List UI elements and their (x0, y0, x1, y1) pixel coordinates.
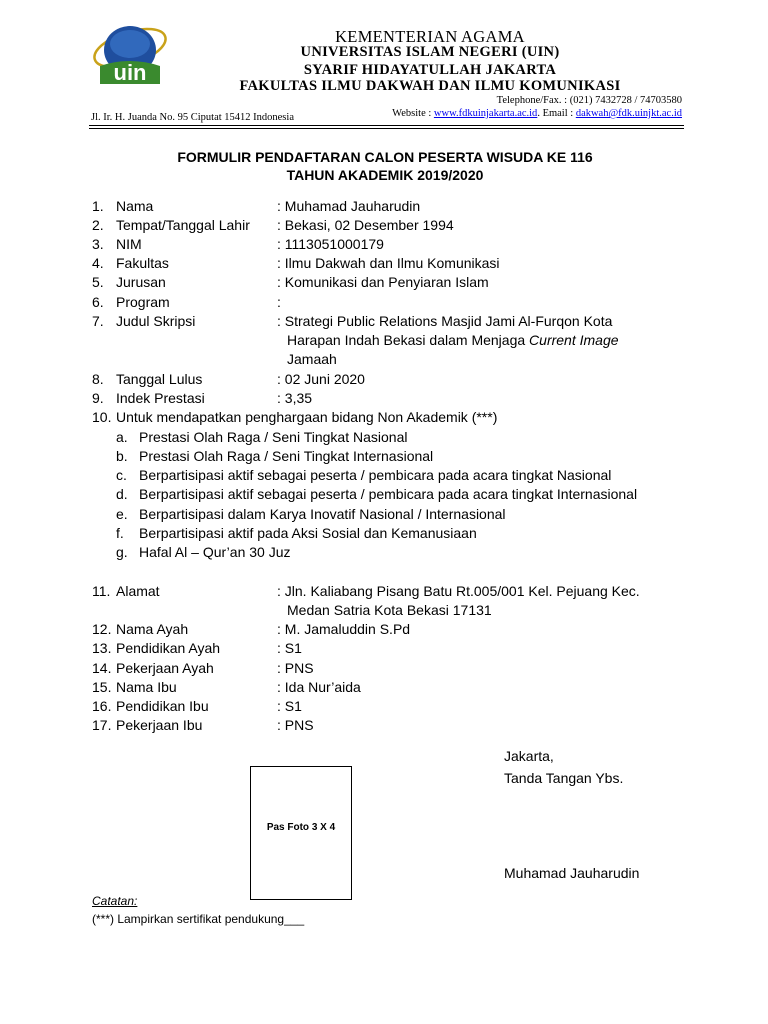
achievement-letter: f. (116, 525, 124, 541)
field-label: Pendidikan Ibu (116, 698, 209, 714)
field-alamat-line2 (287, 601, 492, 620)
achievement-text: Hafal Al – Qur’an 30 Juz (139, 544, 291, 560)
field-label: Tempat/Tanggal Lahir (116, 217, 250, 233)
website-link[interactable]: www.fdkuinjakarta.ac.id (433, 108, 538, 119)
field-number: 7. (92, 313, 104, 329)
field-number: 8. (92, 371, 104, 387)
achievement-text: Prestasi Olah Raga / Seni Tingkat Internasional (139, 448, 434, 464)
field-number: 17. (92, 717, 112, 733)
achievement-text: Berpartisipasi dalam Karya Inovatif Nasional / Internasional (139, 506, 506, 522)
contact-line (392, 108, 682, 119)
form-subtitle: TAHUN AKADEMIK 2019/2020 (286, 167, 484, 183)
field-value: : M. Jamaluddin S.Pd (277, 621, 411, 637)
field-label: Pendidikan Ayah (116, 640, 221, 656)
field-label: Alamat (116, 583, 160, 599)
field-label: Tanggal Lulus (116, 371, 203, 387)
field-number: 11. (92, 583, 111, 599)
field-label: Nama (116, 198, 154, 214)
field-number: 10. (92, 409, 112, 425)
achievement-text: Berpartisipasi aktif sebagai peserta / pembicara pada acara tingkat Nasional (139, 467, 612, 483)
field-value-italic: Current Image (529, 332, 619, 348)
field-label: Program (116, 294, 170, 310)
university-name: UNIVERSITAS ISLAM NEGERI (UIN) (300, 44, 560, 60)
logo-text: uin (113, 60, 147, 85)
achievement-text: Berpartisipasi aktif sebagai peserta / pembicara pada acara tingkat Internasional (139, 486, 638, 502)
field-label: Pekerjaan Ayah (116, 660, 214, 676)
signature-name: Muhamad Jauharudin (504, 865, 640, 881)
achievement-letter: b. (116, 448, 128, 464)
field-number: 2. (92, 217, 104, 233)
signature-city: Jakarta, (504, 748, 554, 764)
field-value: : Muhamad Jauharudin (277, 198, 421, 214)
field-number: 14. (92, 660, 112, 676)
field-value-cont: Medan Satria Kota Bekasi 17131 (287, 602, 492, 618)
university-name-2: SYARIF HIDAYATULLAH JAKARTA (303, 62, 557, 78)
field-value: : 02 Juni 2020 (277, 371, 365, 387)
field-number: 4. (92, 255, 104, 271)
achievement-letter: g. (116, 544, 128, 560)
field-number: 5. (92, 274, 104, 290)
field-number: 6. (92, 294, 104, 310)
field-value: : 3,35 (277, 390, 313, 406)
field-label: Nama Ayah (116, 621, 189, 637)
achievement-letter: e. (116, 506, 128, 522)
note-heading: Catatan: (92, 894, 138, 908)
field-label: NIM (116, 236, 142, 252)
email-label: . Email : (537, 108, 574, 119)
field-value-cont: Harapan Indah Bekasi dalam Menjaga (287, 332, 530, 348)
field-label: Fakultas (116, 255, 169, 271)
photo-label: Pas Foto 3 X 4 (266, 822, 336, 833)
address: Jl. Ir. H. Juanda No. 95 Ciputat 15412 Indonesia (91, 112, 294, 123)
field-judul-skripsi-line3 (287, 350, 337, 369)
field-number: 15. (92, 679, 112, 695)
field-number: 13. (92, 640, 112, 656)
field-label: Judul Skripsi (116, 313, 196, 329)
field-value: : Ida Nur’aida (277, 679, 361, 695)
ministry-name: KEMENTERIAN AGAMA (335, 27, 525, 46)
email-link[interactable]: dakwah@fdk.uinjkt.ac.id (575, 108, 682, 119)
field-label: Indek Prestasi (116, 390, 205, 406)
website-label: Website : (392, 108, 432, 119)
field-number: 16. (92, 698, 112, 714)
field-number: 12. (92, 621, 112, 637)
field-value: : PNS (277, 717, 314, 733)
field-value: : Strategi Public Relations Masjid Jami Al-Furqon Kota (277, 313, 613, 329)
field-judul-skripsi-line2 (287, 331, 619, 350)
field-value: : Ilmu Dakwah dan Ilmu Komunikasi (277, 255, 500, 271)
phone-fax: Telephone/Fax. : (021) 7432728 / 74703580 (496, 95, 682, 106)
uin-logo (90, 14, 170, 94)
field-number: 1. (92, 198, 104, 214)
achievement-letter: c. (116, 467, 127, 483)
field-value: : Bekasi, 02 Desember 1994 (277, 217, 454, 233)
achievement-text: Berpartisipasi aktif pada Aksi Sosial dan Kemanusiaan (139, 525, 477, 541)
field-value: : (277, 294, 281, 310)
field-value: : Jln. Kaliabang Pisang Batu Rt.005/001 Kel. Pejuang Kec. (277, 583, 640, 599)
achievement-letter: d. (116, 486, 128, 502)
field-number: 9. (92, 390, 104, 406)
field-value: : S1 (277, 640, 302, 656)
signature-role: Tanda Tangan Ybs. (504, 770, 624, 786)
field-value: : Komunikasi dan Penyiaran Islam (277, 274, 489, 290)
field-label: Nama Ibu (116, 679, 177, 695)
field-label: Jurusan (116, 274, 166, 290)
letterhead-rule (89, 125, 684, 126)
field-label: Untuk mendapatkan penghargaan bidang Non Akademik (***) (116, 409, 498, 425)
faculty-name: FAKULTAS ILMU DAKWAH DAN ILMU KOMUNIKASI (239, 78, 621, 94)
photo-box (250, 766, 352, 900)
field-number: 3. (92, 236, 104, 252)
form-title: FORMULIR PENDAFTARAN CALON PESERTA WISUDA KE 116 (177, 149, 593, 165)
field-value: : PNS (277, 660, 314, 676)
achievement-letter: a. (116, 429, 128, 445)
letterhead-rule-thin (89, 128, 684, 129)
field-label: Pekerjaan Ibu (116, 717, 203, 733)
note-text: (***) Lampirkan sertifikat pendukung___ (92, 912, 305, 926)
field-value-cont: Jamaah (287, 351, 337, 367)
field-value: : 1113051000179 (277, 236, 384, 252)
achievement-text: Prestasi Olah Raga / Seni Tingkat Nasional (139, 429, 408, 445)
field-value: : S1 (277, 698, 302, 714)
